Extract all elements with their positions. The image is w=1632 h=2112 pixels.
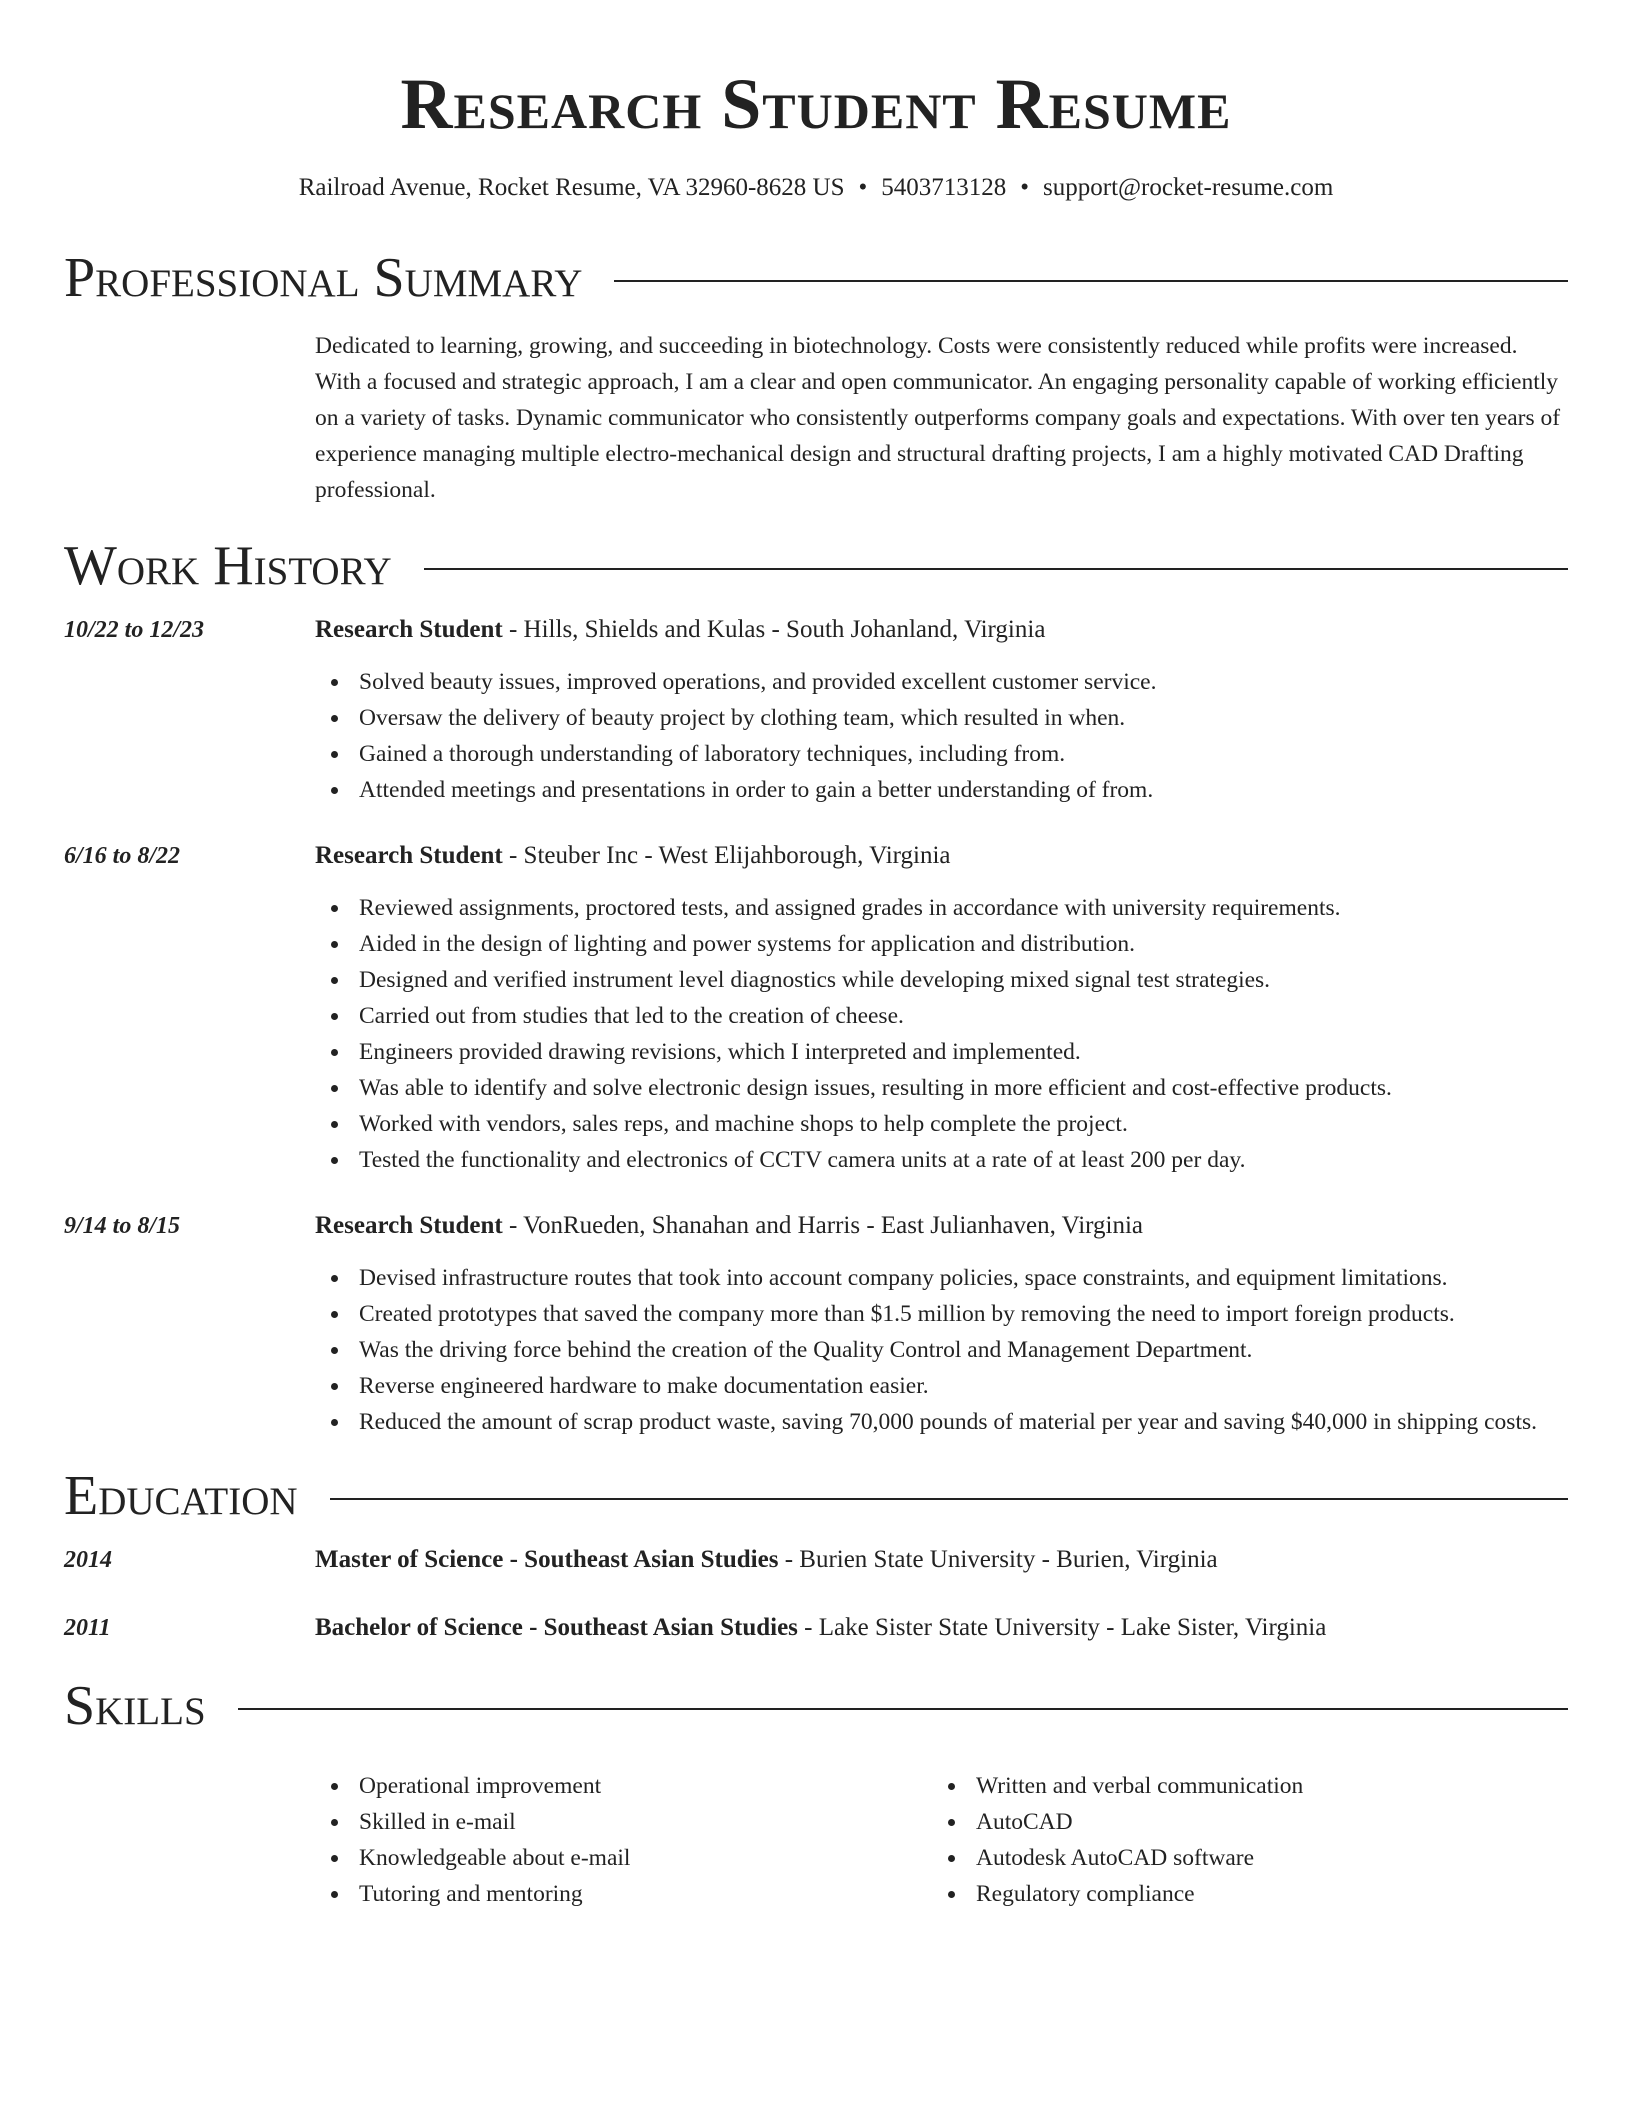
- contact-separator: •: [858, 174, 868, 201]
- work-history-list: [64, 612, 1568, 1440]
- job-role-line: [315, 1208, 1568, 1244]
- job-bullet: Designed and verified instrument level diagnostics while developing mixed signal test strategies.: [315, 962, 1568, 998]
- job-title: Research Student: [315, 1212, 503, 1239]
- page-title: Research Student Resume: [400, 64, 1232, 144]
- skills-column-2: [932, 1768, 1568, 1912]
- summary-heading-label: Professional Summary: [64, 247, 583, 309]
- education-heading-label: Education: [64, 1465, 298, 1527]
- job-employer-location: - VonRueden, Shanahan and Harris - East Julianhaven, Virginia: [502, 1212, 1144, 1239]
- job-role-line: [315, 612, 1568, 648]
- job-employer-location: - Steuber Inc - West Elijahborough, Virginia: [502, 842, 951, 869]
- skill-item: Tutoring and mentoring: [315, 1876, 932, 1912]
- skill-item: Autodesk AutoCAD software: [932, 1840, 1568, 1876]
- education-entry: [64, 1610, 1568, 1646]
- job-bullet: Created prototypes that saved the company more than $1.5 million by removing the need to import foreign products.: [315, 1296, 1568, 1332]
- skills-list: [315, 1768, 1568, 1912]
- education-body: [315, 1542, 1568, 1578]
- skills-column-1-list: [315, 1768, 932, 1912]
- job-title: Research Student: [315, 616, 503, 643]
- job-dates: 6/16 to 8/22: [64, 843, 181, 869]
- job-dates: 10/22 to 12/23: [64, 617, 205, 643]
- job-title: Research Student: [315, 842, 503, 869]
- summary-section-heading: [64, 246, 1568, 310]
- education-year: 2011: [64, 1615, 111, 1641]
- education-degree: Bachelor of Science - Southeast Asian Studies: [315, 1614, 798, 1641]
- skills-heading-label: Skills: [64, 1675, 206, 1737]
- job-body: [315, 612, 1568, 808]
- education-line: [315, 1542, 1568, 1578]
- job-bullet: Reviewed assignments, proctored tests, and assigned grades in accordance with university requirements.: [315, 890, 1568, 926]
- job-bullet: Aided in the design of lighting and power systems for application and distribution.: [315, 926, 1568, 962]
- job-bullet: Was the driving force behind the creation of the Quality Control and Management Department.: [315, 1332, 1568, 1368]
- job-bullet: Solved beauty issues, improved operations, and provided excellent customer service.: [315, 664, 1568, 700]
- job-bullet: Engineers provided drawing revisions, which I interpreted and implemented.: [315, 1034, 1568, 1070]
- job-bullet: Tested the functionality and electronics of CCTV camera units at a rate of at least 200 per day.: [315, 1142, 1568, 1178]
- section-divider: [614, 280, 1568, 282]
- job-employer-location: - Hills, Shields and Kulas - South Johanland, Virginia: [502, 616, 1046, 643]
- skill-item: AutoCAD: [932, 1804, 1568, 1840]
- skill-item: Operational improvement: [315, 1768, 932, 1804]
- job-bullet: Attended meetings and presentations in order to gain a better understanding of from.: [315, 772, 1568, 808]
- work-section-heading: [64, 534, 1568, 598]
- summary-text: Dedicated to learning, growing, and succeeding in biotechnology. Costs were consistently reduced while profits were increased. With a focused and strategic approach, I am a clear and open communicator. An engaging personality capable of working efficiently on a variety of tasks. Dynamic communicator who consistently outperforms company goals and expectations. With over ten years of experience managing multiple electro-mechanical design and structural drafting projects, I am a highly motivated CAD Drafting professional.: [315, 333, 1561, 503]
- education-school-location: - Lake Sister State University - Lake Sister, Virginia: [797, 1614, 1327, 1641]
- job-body: [315, 1208, 1568, 1440]
- skill-item: Regulatory compliance: [932, 1876, 1568, 1912]
- contact-separator: •: [1020, 174, 1030, 201]
- job-role-line: [315, 838, 1568, 874]
- job-bullets: [315, 890, 1568, 1178]
- job-entry: [64, 612, 1568, 808]
- job-bullet: Devised infrastructure routes that took into account company policies, space constraints, and equipment limitations.: [315, 1260, 1568, 1296]
- skill-item: Skilled in e-mail: [315, 1804, 932, 1840]
- work-heading-label: Work History: [64, 535, 392, 597]
- job-bullet: Reduced the amount of scrap product waste, saving 70,000 pounds of material per year and saving $40,000 in shipping costs.: [315, 1404, 1568, 1440]
- education-section-heading: [64, 1464, 1568, 1528]
- contact-email[interactable]: support@rocket-resume.com: [1043, 174, 1334, 201]
- resume-page: [64, 0, 1568, 1912]
- job-bullet: Gained a thorough understanding of laboratory techniques, including from.: [315, 736, 1568, 772]
- section-divider: [330, 1498, 1568, 1500]
- job-dates: 9/14 to 8/15: [64, 1213, 181, 1239]
- education-list: [64, 1542, 1568, 1646]
- job-bullets: [315, 1260, 1568, 1440]
- job-bullet: Carried out from studies that led to the creation of cheese.: [315, 998, 1568, 1034]
- job-bullet: Worked with vendors, sales reps, and machine shops to help complete the project.: [315, 1106, 1568, 1142]
- skill-item: Knowledgeable about e-mail: [315, 1840, 932, 1876]
- education-school-location: - Burien State University - Burien, Virginia: [778, 1546, 1218, 1573]
- contact-address: Railroad Avenue, Rocket Resume, VA 32960-8628 US: [298, 174, 845, 201]
- section-divider: [424, 568, 1568, 570]
- education-body: [315, 1610, 1568, 1646]
- skills-column-2-list: [932, 1768, 1568, 1912]
- skills-section-heading: [64, 1674, 1568, 1738]
- job-body: [315, 838, 1568, 1178]
- job-entry: [64, 838, 1568, 1178]
- skill-item: Written and verbal communication: [932, 1768, 1568, 1804]
- job-bullet: Reverse engineered hardware to make documentation easier.: [315, 1368, 1568, 1404]
- skills-column-1: [315, 1768, 932, 1912]
- contact-phone: 5403713128: [881, 174, 1007, 201]
- section-divider: [238, 1708, 1568, 1710]
- job-bullets: [315, 664, 1568, 808]
- contact-line: [64, 172, 1568, 204]
- education-year: 2014: [64, 1547, 112, 1573]
- job-bullet: Oversaw the delivery of beauty project by clothing team, which resulted in when.: [315, 700, 1568, 736]
- education-degree: Master of Science - Southeast Asian Studies: [315, 1546, 779, 1573]
- education-line: [315, 1610, 1568, 1646]
- job-bullet: Was able to identify and solve electronic design issues, resulting in more efficient and cost-effective products.: [315, 1070, 1568, 1106]
- job-entry: [64, 1208, 1568, 1440]
- education-entry: [64, 1542, 1568, 1578]
